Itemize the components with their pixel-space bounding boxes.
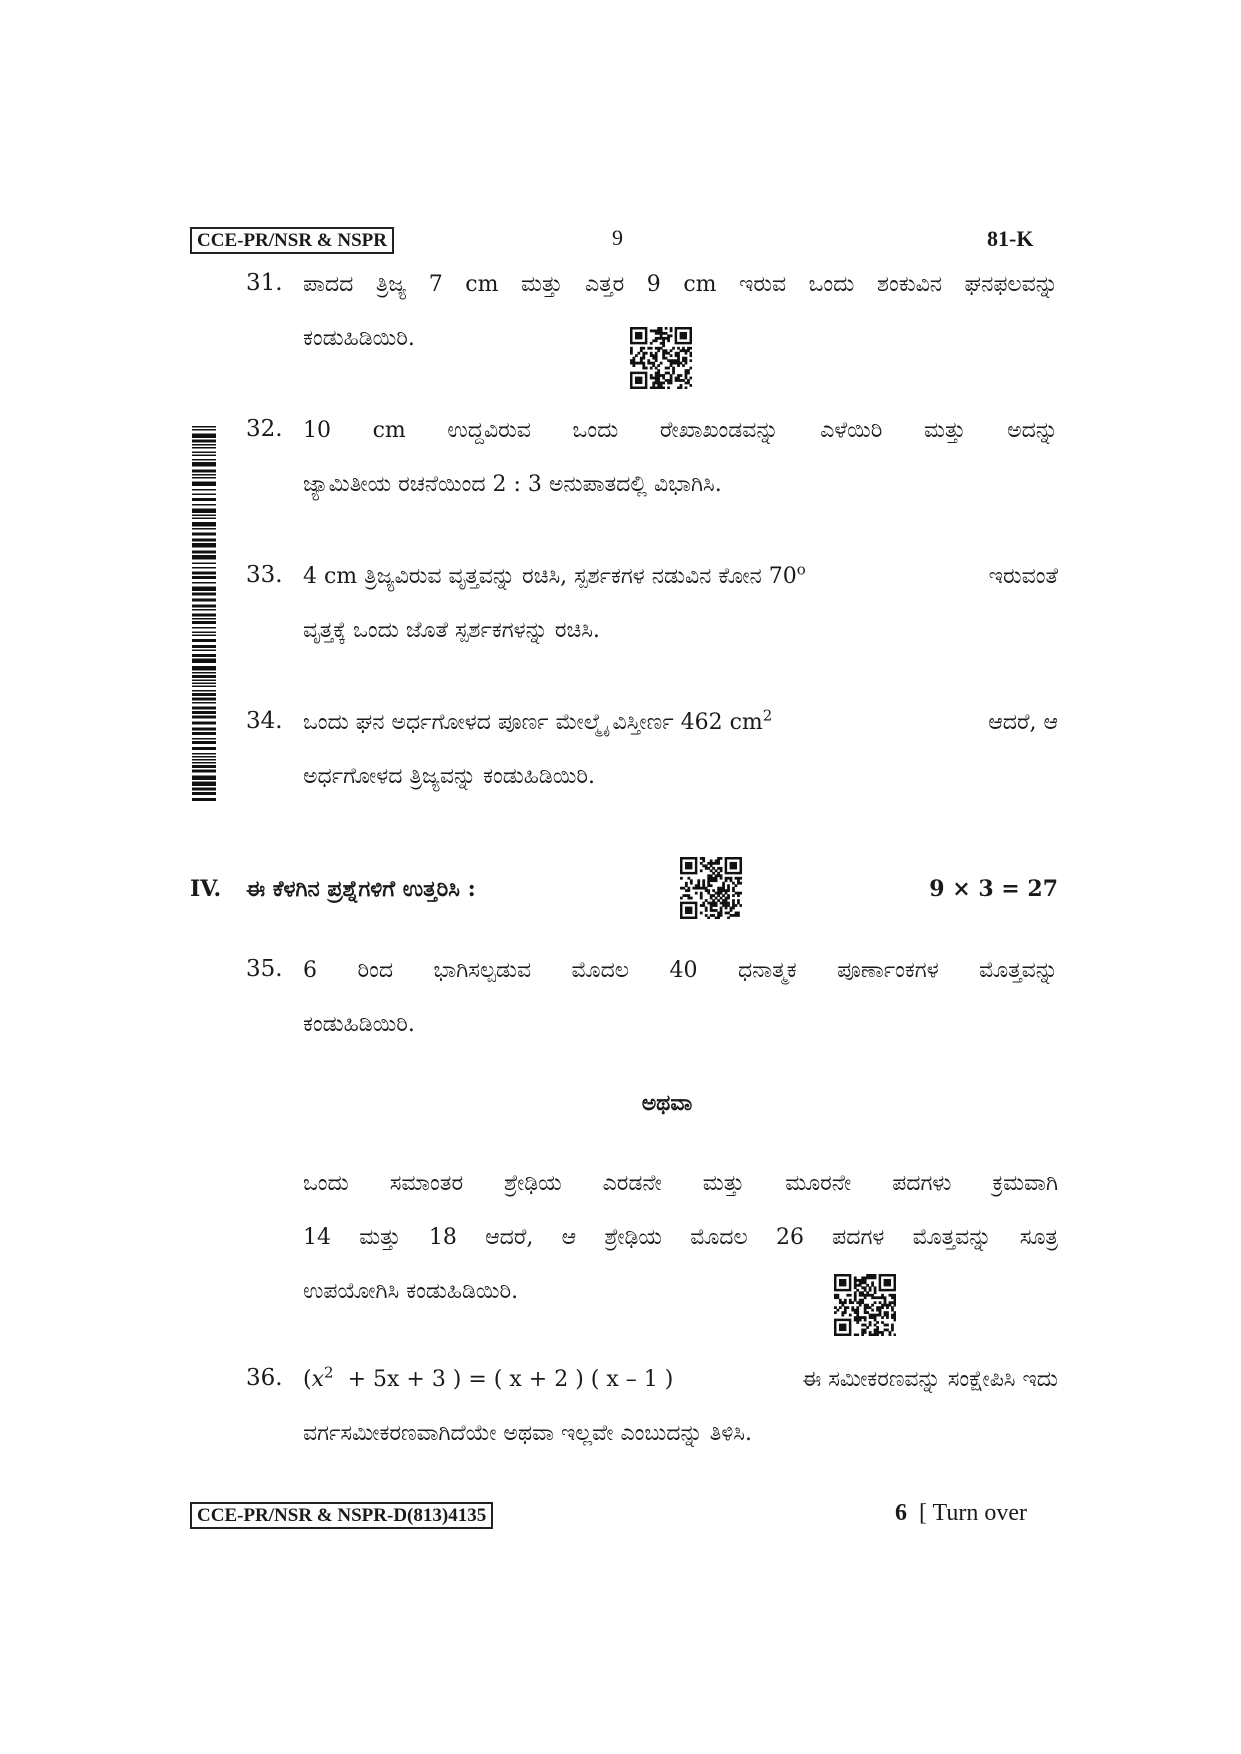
or-divider: ಅಥವಾ <box>641 1090 693 1116</box>
page-number: 9 <box>612 225 623 250</box>
question-32-line1: 10 cm ಉದ್ದವಿರುವ ಒಂದು ರೇಖಾಖಂಡವನ್ನು ಎಳೆಯಿರಿ ಮತ್ತು ಅದನ್ನು <box>303 418 1058 443</box>
question-33-text-b: ಇರುವಂತೆ <box>988 564 1058 589</box>
turn-over-label: [ Turn over <box>919 1500 1028 1526</box>
variable-x: x <box>311 1367 325 1392</box>
question-number-36: 36. <box>246 1365 283 1391</box>
question-32-line2: ಜ್ಯಾಮಿತೀಯ ರಚನೆಯಿಂದ 2 : 3 ಅನುಪಾತದಲ್ಲಿ ವಿಭಾಗಿಸಿ. <box>303 472 722 497</box>
question-31-line1: ಪಾದದ ತ್ರಿಜ್ಯ 7 cm ಮತ್ತು ಎತ್ತರ 9 cm ಇರುವ ಒಂದು ಶಂಕುವಿನ ಘನಫಲವನ್ನು <box>303 272 1058 297</box>
section-title: ಈ ಕೆಳಗಿನ ಪ್ರಶ್ನೆಗಳಿಗೆ ಉತ್ತರಿಸಿ : <box>246 876 476 902</box>
section-marks: 9 × 3 = 27 <box>929 876 1058 902</box>
question-35-alt-line1: ಒಂದು ಸಮಾಂತರ ಶ್ರೇಢಿಯ ಎರಡನೇ ಮತ್ತು ಮೂರನೇ ಪದಗಳು ಕ್ರಮವಾಗಿ <box>303 1171 1058 1196</box>
question-number-33: 33. <box>246 562 283 588</box>
question-33-line2: ವೃತ್ತಕ್ಕೆ ಒಂದು ಜೊತೆ ಸ್ಪರ್ಶಕಗಳನ್ನು ರಚಿಸಿ. <box>303 618 600 643</box>
question-34-line2: ಅರ್ಧಗೋಳದ ತ್ರಿಜ್ಯವನ್ನು ಕಂಡುಹಿಡಿಯಿರಿ. <box>303 764 595 789</box>
question-36-line2: ವರ್ಗಸಮೀಕರಣವಾಗಿದೆಯೇ ಅಥವಾ ಇಲ್ಲವೇ ಎಂಬುದನ್ನು ತಿಳಿಸಿ. <box>303 1421 752 1446</box>
qr-code-icon <box>680 857 742 919</box>
vertical-barcode <box>192 426 216 804</box>
section-roman: IV. <box>190 876 222 902</box>
qr-code-icon <box>834 1274 896 1336</box>
question-36-text-tail: ಈ ಸಮೀಕರಣವನ್ನು ಸಂಕ್ಷೇಪಿಸಿ ಇದು <box>802 1367 1058 1392</box>
question-34-line1 <box>303 708 1058 738</box>
equation-rest: + 5x + 3 ) = ( x + 2 ) ( x – 1 ) <box>347 1367 674 1392</box>
footer-right <box>895 1500 1027 1527</box>
question-35-line2: ಕಂಡುಹಿಡಿಯಿರಿ. <box>303 1012 415 1037</box>
question-33-line1 <box>303 562 1058 592</box>
footer-code-box <box>190 1502 493 1529</box>
footer-left-code: CCE-PR/NSR & NSPR-D(813)4135 <box>197 1505 487 1526</box>
question-35-alt-line3: ಉಪಯೋಗಿಸಿ ಕಂಡುಹಿಡಿಯಿರಿ. <box>303 1279 519 1304</box>
header-right-code: 81-K <box>987 226 1034 251</box>
header-left-code: CCE-PR/NSR & NSPR <box>197 230 387 251</box>
question-31-line2: ಕಂಡುಹಿಡಿಯಿರಿ. <box>303 326 415 351</box>
question-36-equation: ($x^2 + 5x + 3$ ) = ( x + 2 ) ( x – 1 ) <box>303 1363 674 1392</box>
question-34-text-b: ಆದರೆ, ಆ <box>988 710 1058 735</box>
question-number-32: 32. <box>246 416 283 442</box>
question-number-35: 35. <box>246 956 283 982</box>
square-exponent: 2 <box>324 1363 334 1382</box>
sheet-number: 6 <box>895 1500 907 1526</box>
square-exponent: 2 <box>762 706 773 725</box>
question-35-line1: 6 ರಿಂದ ಭಾಗಿಸಲ್ಪಡುವ ಮೊದಲ 40 ಧನಾತ್ಮಕ ಪೂರ್ಣಾಂಕಗಳ ಮೊತ್ತವನ್ನು <box>303 958 1058 983</box>
qr-code-icon <box>630 327 692 389</box>
degree-symbol: o <box>796 560 806 579</box>
question-33-text-a: 4 cm ತ್ರಿಜ್ಯವಿರುವ ವೃತ್ತವನ್ನು ರಚಿಸಿ, ಸ್ಪರ್ಶಕಗಳ ನಡುವಿನ ಕೋನ 70 <box>303 564 797 589</box>
header-code-box <box>190 227 394 254</box>
question-number-31: 31. <box>246 270 283 296</box>
question-35-alt-line2: 14 ಮತ್ತು 18 ಆದರೆ, ಆ ಶ್ರೇಢಿಯ ಮೊದಲ 26 ಪದಗಳ ಮೊತ್ತವನ್ನು ಸೂತ್ರ <box>303 1225 1058 1250</box>
question-number-34: 34. <box>246 708 283 734</box>
question-36-line1 <box>303 1365 1058 1395</box>
question-34-text-a: ಒಂದು ಘನ ಅರ್ಧಗೋಳದ ಪೂರ್ಣ ಮೇಲ್ಮೈ ವಿಸ್ತೀರ್ಣ 462 cm <box>303 710 763 735</box>
